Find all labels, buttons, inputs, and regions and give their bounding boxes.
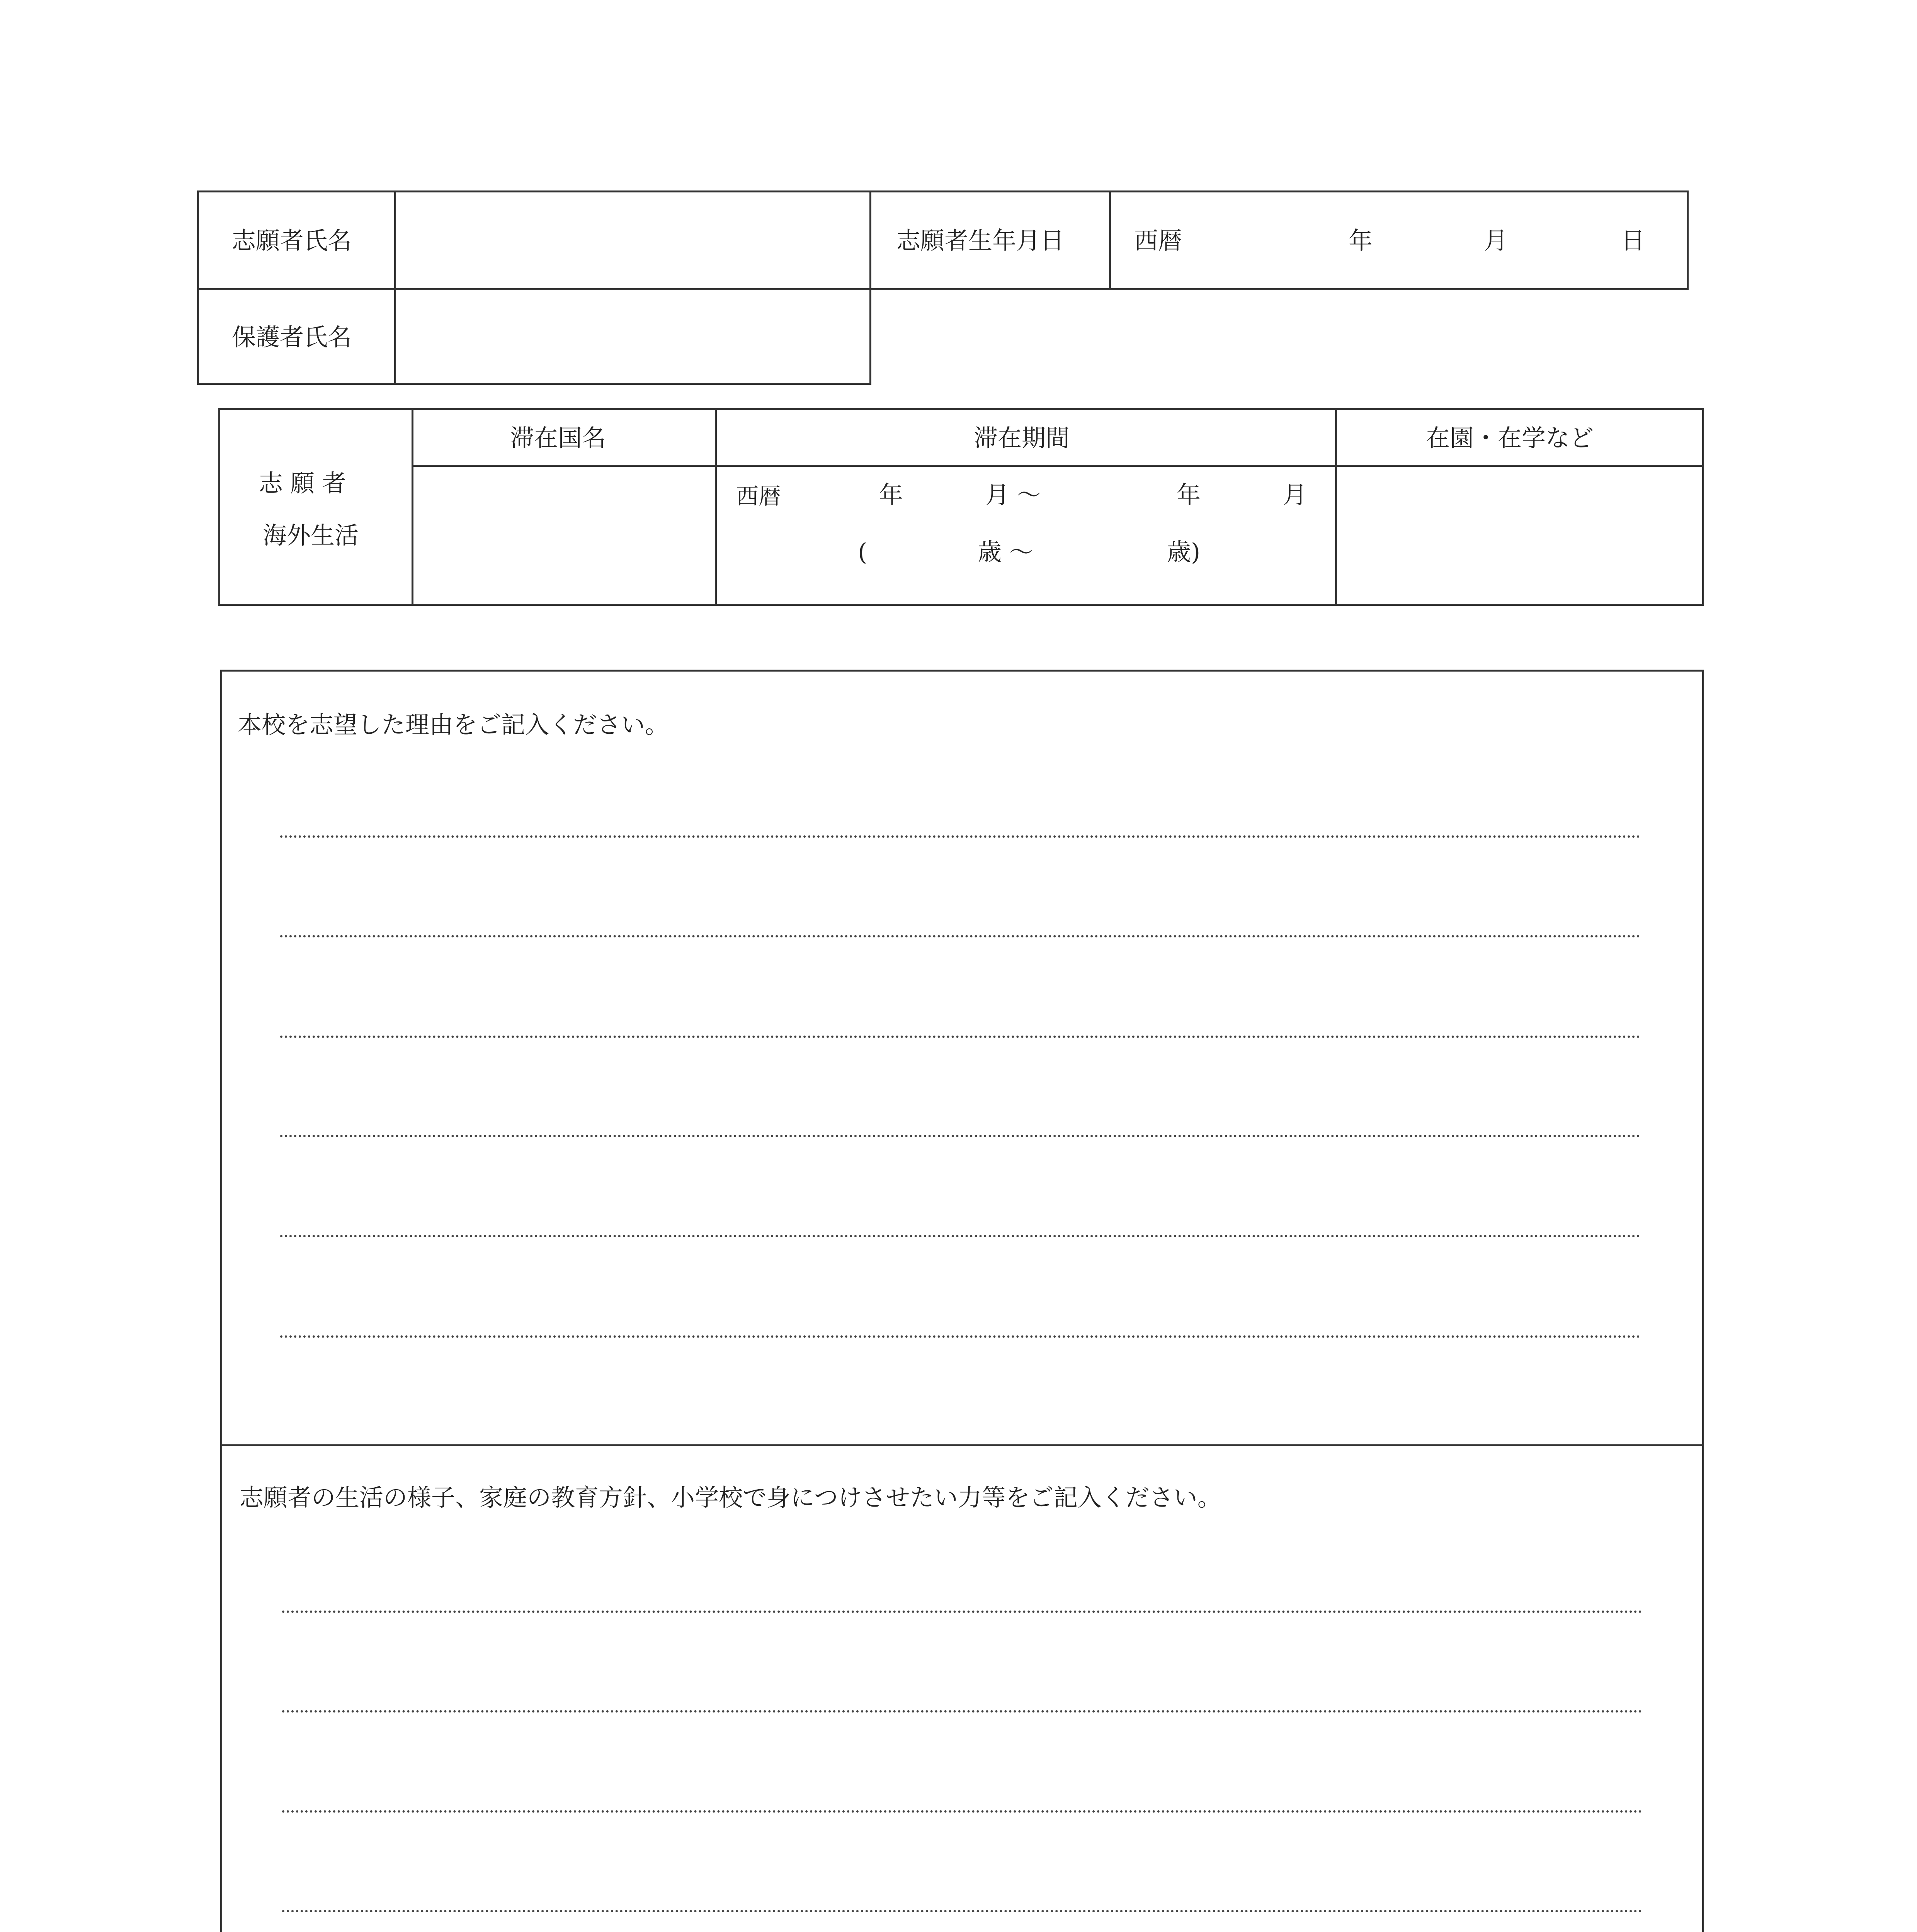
reason-line <box>280 1036 1640 1038</box>
life-line <box>282 1910 1642 1912</box>
period-era: 西暦 <box>736 483 781 509</box>
age-open-paren: ( <box>858 538 867 566</box>
divider <box>1109 190 1111 290</box>
birthdate-year-label: 年 <box>1349 226 1373 255</box>
reason-line <box>280 1335 1640 1338</box>
overseas-row-label-line1: 志 願 者 <box>259 469 346 497</box>
birthdate-era: 西暦 <box>1134 226 1182 255</box>
birthdate-day-label: 日 <box>1621 226 1645 255</box>
birthdate-label: 志願者生年月日 <box>896 226 1065 255</box>
birthdate-month-field[interactable] <box>1391 216 1476 263</box>
guardian-name-label: 保護者氏名 <box>232 323 352 351</box>
reason-prompt: 本校を志望した理由をご記入ください。 <box>238 711 669 739</box>
section-divider <box>220 1444 1704 1446</box>
birthdate-day-field[interactable] <box>1526 216 1611 263</box>
age-to-label: 歳) <box>1167 538 1201 566</box>
birthdate-month-label: 月 <box>1484 226 1508 255</box>
divider <box>412 408 413 606</box>
period-month-to-label: 月 <box>1283 481 1307 509</box>
divider <box>1335 408 1337 606</box>
age-from-label: 歳 ～ <box>978 538 1033 566</box>
col-header-country: 滞在国名 <box>510 424 606 452</box>
period-year-to-label: 年 <box>1177 481 1201 509</box>
reason-line <box>280 1235 1640 1237</box>
birthdate-year-field[interactable] <box>1209 216 1333 263</box>
period-year-label: 年 <box>879 481 903 509</box>
divider <box>412 465 1704 467</box>
country-field[interactable] <box>415 468 713 604</box>
period-month-from-label: 月 ～ <box>985 481 1041 509</box>
life-text-area[interactable] <box>280 1530 1640 1932</box>
divider <box>715 408 717 606</box>
reason-line <box>280 1135 1640 1137</box>
divider <box>394 190 396 290</box>
guardian-name-field[interactable] <box>398 291 867 382</box>
col-header-school: 在園・在学など <box>1426 424 1594 452</box>
life-prompt: 志願者の生活の様子、家庭の教育方針、小学校で身につけさせたい力等をご記入ください。 <box>240 1483 1221 1512</box>
life-line <box>282 1710 1642 1713</box>
divider <box>394 288 396 385</box>
life-line <box>282 1810 1642 1813</box>
col-header-period: 滞在期間 <box>974 424 1070 452</box>
reason-line <box>280 835 1640 838</box>
applicant-name-field[interactable] <box>398 193 867 287</box>
life-line <box>282 1611 1642 1613</box>
applicant-name-label: 志願者氏名 <box>232 226 352 255</box>
reason-text-area[interactable] <box>278 757 1638 1352</box>
reason-line <box>280 935 1640 937</box>
overseas-row-label-line2: 海外生活 <box>263 521 359 549</box>
school-field[interactable] <box>1339 468 1702 604</box>
